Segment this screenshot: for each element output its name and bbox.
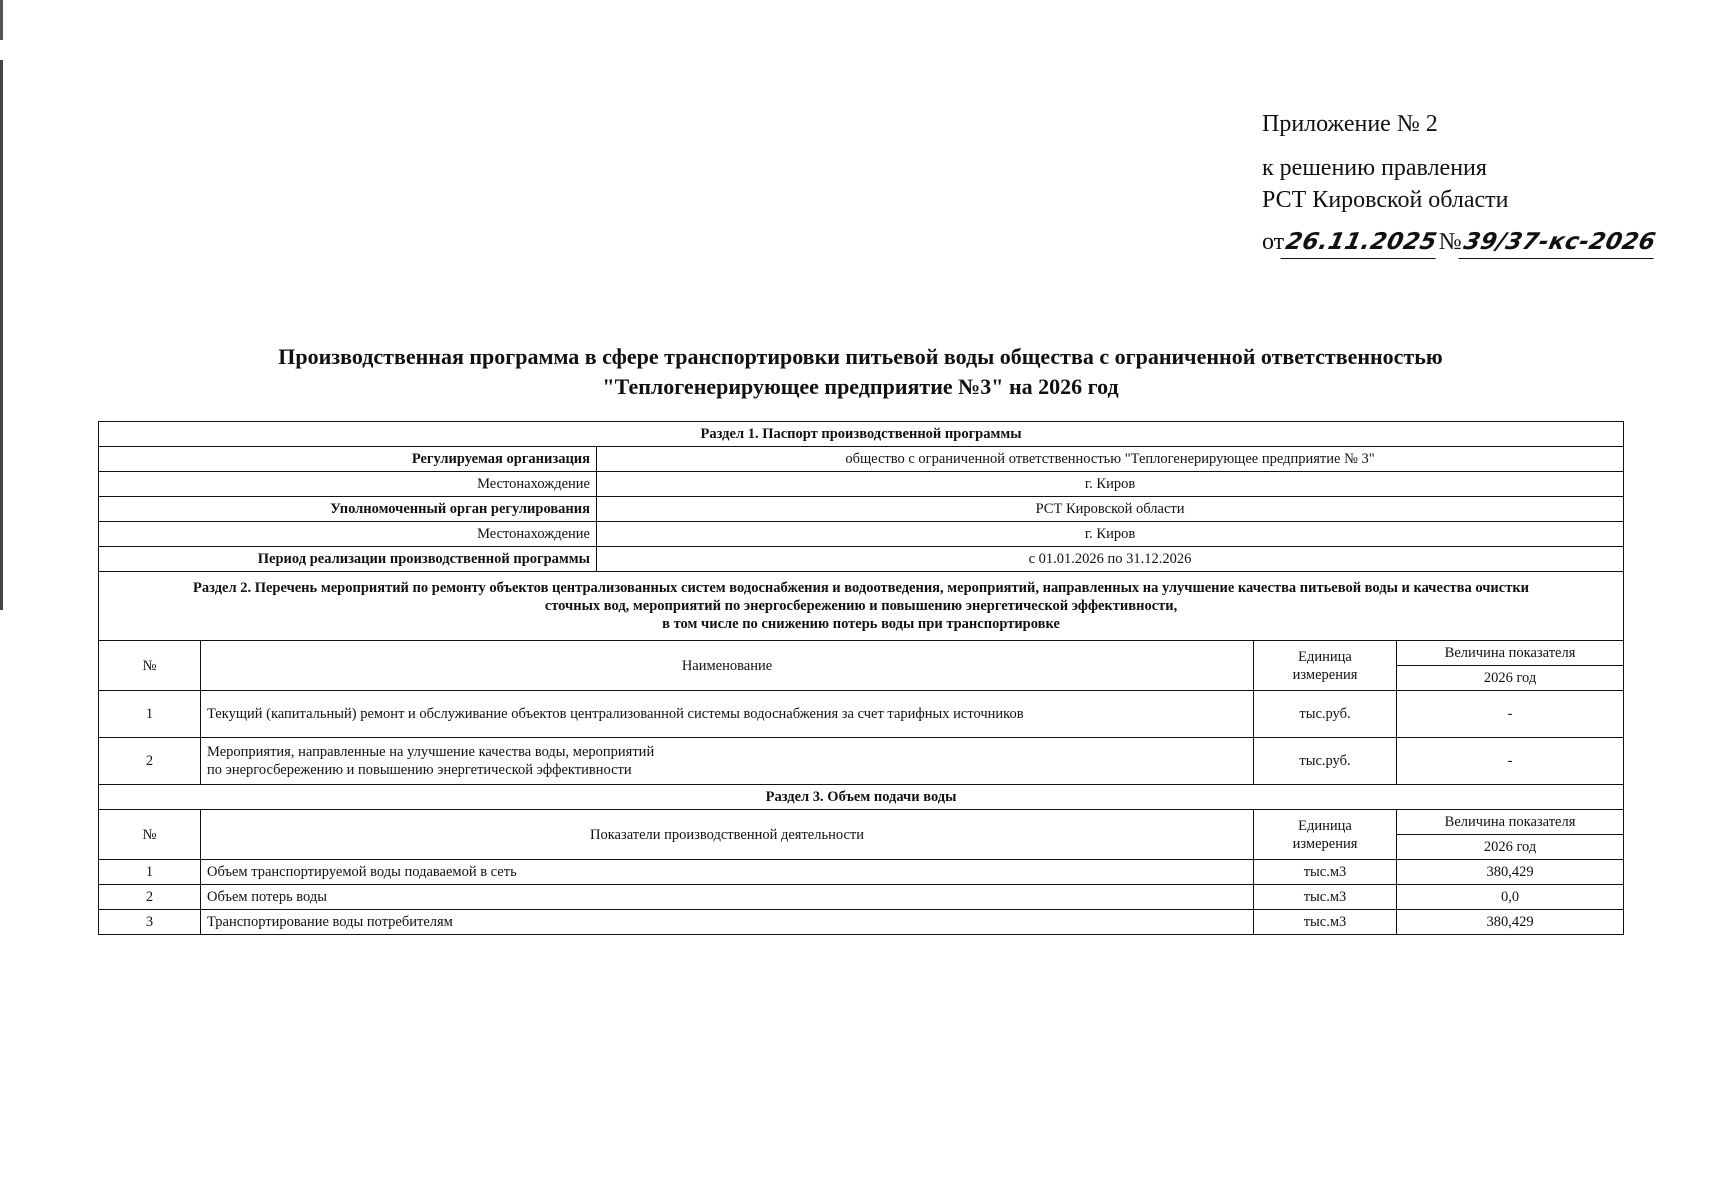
table-row (99, 547, 1624, 572)
row-name: Объем транспортируемой воды подаваемой в сеть (201, 860, 1254, 885)
section1-heading: Раздел 1. Паспорт производственной программы (99, 422, 1624, 447)
number-sign: № (1438, 229, 1462, 255)
row-unit: тыс.м3 (1254, 910, 1397, 935)
section2-heading-row (99, 572, 1624, 641)
passport-value: с 01.01.2026 по 31.12.2026 (597, 547, 1624, 572)
row-value: - (1397, 691, 1624, 738)
table-row (99, 885, 1624, 910)
row-unit: тыс.руб. (1254, 691, 1397, 738)
table-row (99, 691, 1624, 738)
col-header-unit (1254, 810, 1397, 860)
passport-label: Уполномоченный орган регулирования (99, 497, 597, 522)
table-row (99, 910, 1624, 935)
passport-label: Местонахождение (99, 522, 597, 547)
col-header-year: 2026 год (1397, 666, 1624, 691)
col-header-value: Величина показателя (1397, 810, 1624, 835)
row-num: 2 (99, 885, 201, 910)
appendix-number: Приложение № 2 (1262, 111, 1438, 137)
row-num: 1 (99, 860, 201, 885)
col-header-num: № (99, 810, 201, 860)
section2-heading (99, 572, 1624, 641)
col-header-unit-line-1: Единица (1298, 648, 1352, 665)
passport-label: Местонахождение (99, 472, 597, 497)
table-row (99, 497, 1624, 522)
row-name: Объем потерь воды (201, 885, 1254, 910)
section2-heading-line-2: сточных вод, мероприятий по энергосбережению и повышению энергетической эффективности, (544, 598, 1178, 614)
passport-value: РСТ Кировской области (597, 497, 1624, 522)
col-header-num: № (99, 641, 201, 691)
row-unit: тыс.руб. (1254, 738, 1397, 785)
row-name (201, 738, 1254, 785)
appendix-decision: к решению правления (1262, 155, 1487, 181)
title-line-1: Производственная программа в сфере транспортировки питьевой воды общества с ограниченной ответственностью (278, 344, 1443, 369)
row-value: - (1397, 738, 1624, 785)
section3-heading: Раздел 3. Объем подачи воды (99, 785, 1624, 810)
col-header-value: Величина показателя (1397, 641, 1624, 666)
section1-heading-row (99, 422, 1624, 447)
row-value: 380,429 (1397, 910, 1624, 935)
col-header-unit-line-2: измерения (1292, 666, 1358, 683)
section3-heading-row (99, 785, 1624, 810)
col-header-name: Показатели производственной деятельности (201, 810, 1254, 860)
col-header-year: 2026 год (1397, 835, 1624, 860)
passport-value: г. Киров (597, 472, 1624, 497)
row-num: 1 (99, 691, 201, 738)
passport-value: г. Киров (597, 522, 1624, 547)
passport-label: Период реализации производственной программы (99, 547, 597, 572)
document-title (0, 342, 1721, 402)
table-row (99, 738, 1624, 785)
row-name: Транспортирование воды потребителям (201, 910, 1254, 935)
row-unit: тыс.м3 (1254, 860, 1397, 885)
table-row (99, 472, 1624, 497)
row-value: 380,429 (1397, 860, 1624, 885)
col-header-unit (1254, 641, 1397, 691)
production-program-table (98, 421, 1624, 935)
row-name-line-1: Мероприятия, направленные на улучшение качества воды, мероприятий (207, 744, 655, 760)
section2-heading-line-1: Раздел 2. Перечень мероприятий по ремонту объектов централизованных систем водоснабжения и водоотведения, мероприятий, направленных на улучшение качества питьевой воды и качества очистки (193, 580, 1530, 596)
handwritten-date: 26.11.2025 (1281, 226, 1443, 259)
row-num: 2 (99, 738, 201, 785)
col-header-unit-line-2: измерения (1292, 835, 1358, 852)
row-name: Текущий (капитальный) ремонт и обслуживание объектов централизованной системы водоснабжения за счет тарифных источников (201, 691, 1254, 738)
col-header-name: Наименование (201, 641, 1254, 691)
row-num: 3 (99, 910, 201, 935)
table-row (99, 447, 1624, 472)
row-unit: тыс.м3 (1254, 885, 1397, 910)
row-name-line-2: по энергосбережению и повышению энергетической эффективности (207, 762, 632, 778)
table-row (99, 522, 1624, 547)
appendix-authority: РСТ Кировской области (1262, 187, 1509, 213)
passport-value: общество с ограниченной ответственностью "Теплогенерирующее предприятие № 3" (597, 447, 1624, 472)
title-line-2: "Теплогенерирующее предприятие №3" на 2026 год (602, 374, 1119, 399)
decision-reference (1262, 226, 1657, 259)
row-value: 0,0 (1397, 885, 1624, 910)
appendix-block (1262, 108, 1657, 259)
section2-header-row (99, 641, 1624, 666)
section2-heading-line-3: в том числе по снижению потерь воды при транспортировке (662, 616, 1060, 632)
col-header-unit-line-1: Единица (1298, 817, 1352, 834)
section3-header-row (99, 810, 1624, 835)
passport-label: Регулируемая организация (99, 447, 597, 472)
handwritten-number: 39/37-кс-2026 (1458, 226, 1660, 259)
from-prefix: от (1262, 229, 1285, 255)
table-row (99, 860, 1624, 885)
scan-edge-mark (0, 0, 3, 610)
